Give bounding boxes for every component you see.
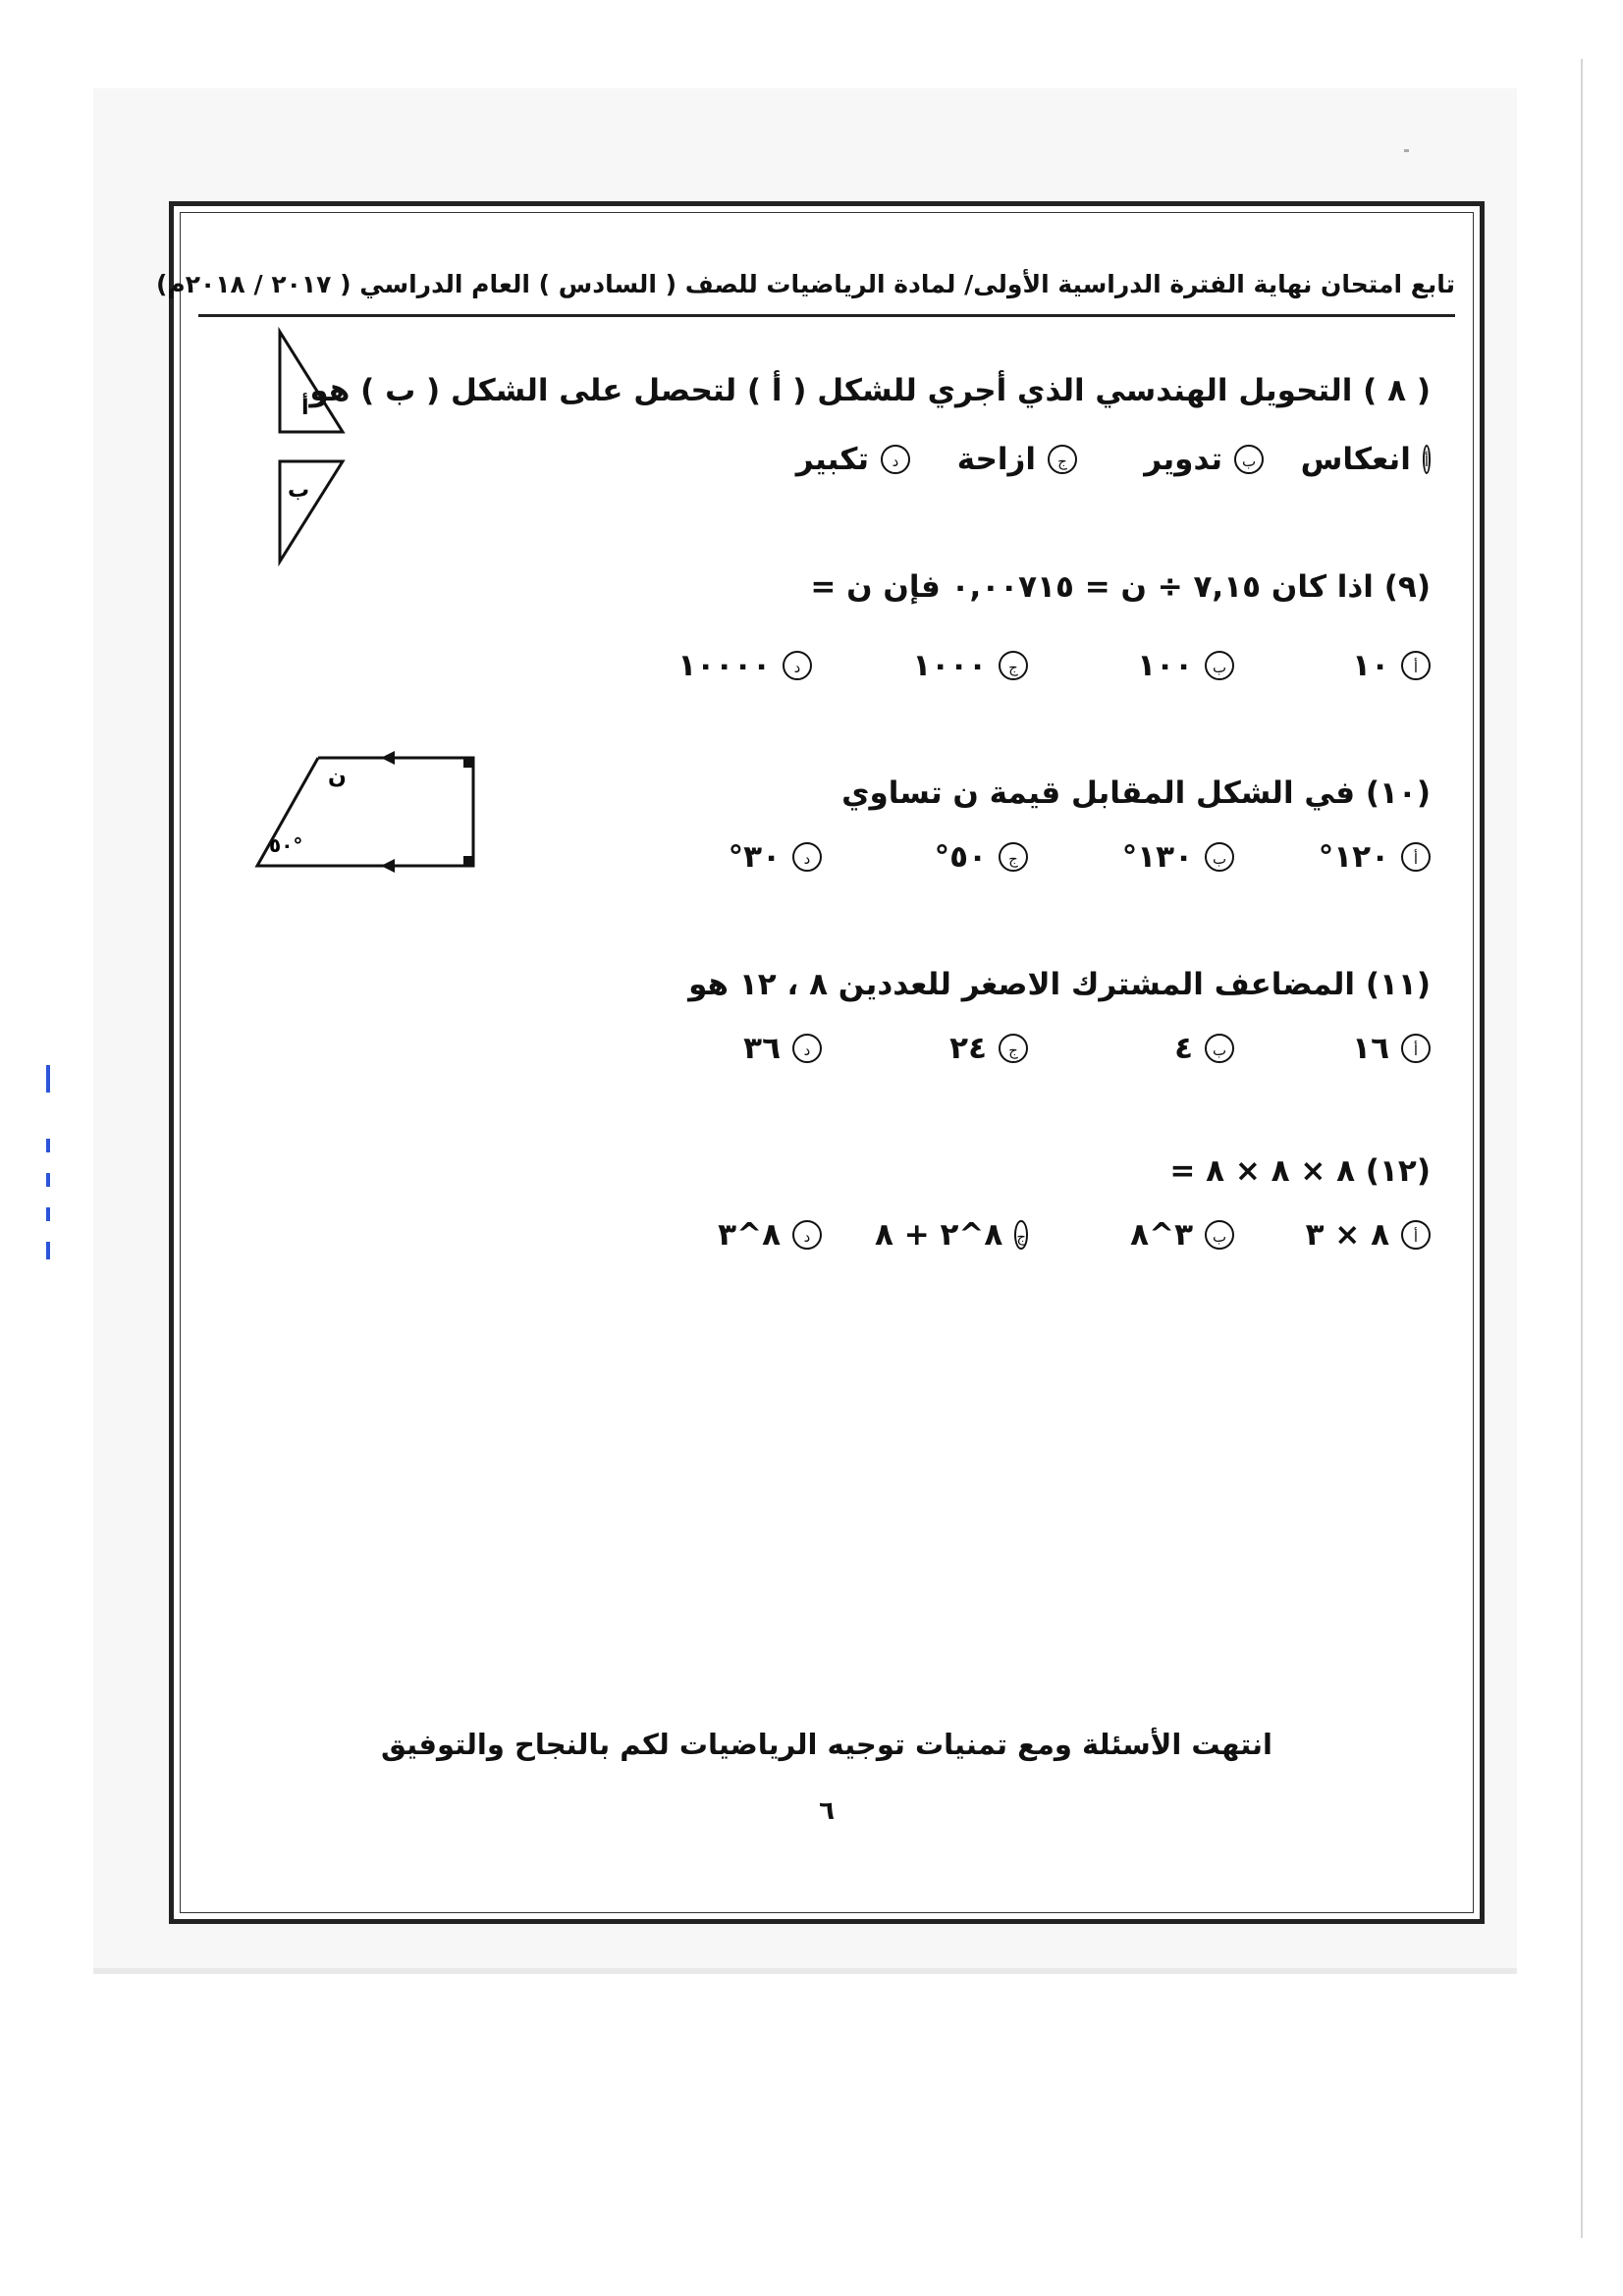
question-11-options (743, 1031, 1431, 1066)
question-9-options (677, 648, 1431, 683)
option-d[interactable]: د ٣٠° (729, 839, 822, 875)
option-b[interactable]: ب ٤ (1087, 1031, 1234, 1066)
option-b[interactable]: ب ١٠٠ (1087, 648, 1234, 683)
option-c[interactable]: ج ٨^٢ + ٨ (875, 1217, 1026, 1253)
marker-ba-icon: ب (1205, 842, 1234, 872)
marker-ba-icon: ب (1205, 651, 1234, 680)
right-angle-bottom-icon (463, 856, 473, 866)
question-12-options (718, 1217, 1431, 1253)
marker-alef-icon: أ (1401, 1220, 1431, 1250)
option-c[interactable]: ج ١٠٠٠ (871, 648, 1028, 683)
marker-jeem-icon: ج (999, 651, 1028, 680)
page-number: ٦ (819, 1796, 835, 1826)
option-c[interactable]: ج ٢٤ (881, 1031, 1028, 1066)
closing-message: انتهت الأسئلة ومع تمنيات توجيه الرياضيات لكم بالنجاح والتوفيق (381, 1728, 1272, 1761)
marker-dal-icon: د (783, 651, 812, 680)
option-d[interactable]: د تكبير (796, 442, 910, 477)
trapezoid-figure (247, 746, 513, 874)
option-a[interactable]: أ ١٦ (1283, 1031, 1431, 1066)
marker-jeem-icon: ج (1014, 1220, 1028, 1250)
option-d[interactable]: د ١٠٠٠٠ (677, 648, 812, 683)
option-b[interactable]: ب ١٣٠° (1087, 839, 1234, 875)
parallel-arrow-bottom-icon (381, 859, 395, 873)
triangle-b-label: ب (288, 478, 310, 503)
question-11-stem: (١١) المضاعف المشترك الاصغر للعددين ٨ ، ١٢ هو (688, 967, 1431, 1002)
margin-blue-mark (46, 1242, 50, 1259)
exam-page-frame (156, 201, 1485, 1924)
option-c[interactable]: ج ازاحة (949, 442, 1077, 477)
exam-header: تابع امتحان نهاية الفترة الدراسية الأولى/ لمادة الرياضيات للصف ( السادس ) العام الدراسي ( ٢٠١٧ / ٢٠١٨م) (198, 255, 1455, 317)
angle-50-label: ٥٠° (269, 833, 303, 857)
triangle-a-shape (280, 332, 343, 432)
scan-bottom-band (93, 1968, 1517, 1974)
scan-speck (1404, 149, 1409, 152)
marker-dal-icon: د (792, 842, 822, 872)
marker-alef-icon: أ (1401, 651, 1431, 680)
marker-ba-icon: ب (1205, 1034, 1234, 1063)
marker-alef-icon: أ (1401, 842, 1431, 872)
marker-jeem-icon: ج (999, 1034, 1028, 1063)
question-10-stem: (١٠) في الشكل المقابل قيمة ن تساوي (841, 775, 1431, 811)
parallel-arrow-top-icon (381, 751, 395, 765)
option-c[interactable]: ج ٥٠° (881, 839, 1028, 875)
question-8-stem: ( ٨ ) التحويل الهندسي الذي أجري للشكل ( أ ) لتحصل على الشكل ( ب ) هو (309, 373, 1431, 408)
option-b[interactable]: ب تدوير (1116, 442, 1264, 477)
margin-blue-mark (46, 1139, 50, 1152)
question-12-stem: (١٢) ٨ × ٨ × ٨ = (1169, 1153, 1431, 1189)
marker-jeem-icon: ج (1048, 445, 1077, 474)
question-8-options (796, 442, 1431, 477)
page-edge-line (1581, 59, 1583, 2238)
triangle-b-shape (280, 461, 343, 561)
option-a[interactable]: أ انعكاس (1300, 442, 1429, 477)
option-a[interactable]: أ ١٠ (1293, 648, 1431, 683)
margin-blue-mark (46, 1207, 50, 1221)
marker-dal-icon: د (792, 1034, 822, 1063)
question-10-options (729, 839, 1431, 875)
right-angle-top-icon (463, 758, 473, 768)
question-9-stem: (٩) اذا كان ٧,١٥ ÷ ن = ٠,٠٠٧١٥ فإن ن = (810, 569, 1431, 605)
marker-alef-icon: أ (1423, 445, 1431, 474)
marker-jeem-icon: ج (999, 842, 1028, 872)
margin-blue-mark (46, 1065, 50, 1093)
option-a[interactable]: أ ١٢٠° (1283, 839, 1431, 875)
marker-dal-icon: د (792, 1220, 822, 1250)
option-a[interactable]: أ ٨ × ٣ (1283, 1217, 1431, 1253)
marker-alef-icon: أ (1401, 1034, 1431, 1063)
option-d[interactable]: د ٣٦ (743, 1031, 822, 1066)
triangles-figure (272, 324, 351, 579)
option-b[interactable]: ب ٣^٨ (1087, 1217, 1234, 1253)
marker-dal-icon: د (881, 445, 910, 474)
marker-ba-icon: ب (1234, 445, 1264, 474)
margin-blue-mark (46, 1173, 50, 1187)
option-d[interactable]: د ٨^٣ (718, 1217, 822, 1253)
triangle-a-label: أ (301, 396, 309, 420)
marker-ba-icon: ب (1205, 1220, 1234, 1250)
angle-n-label: ن (328, 765, 347, 789)
